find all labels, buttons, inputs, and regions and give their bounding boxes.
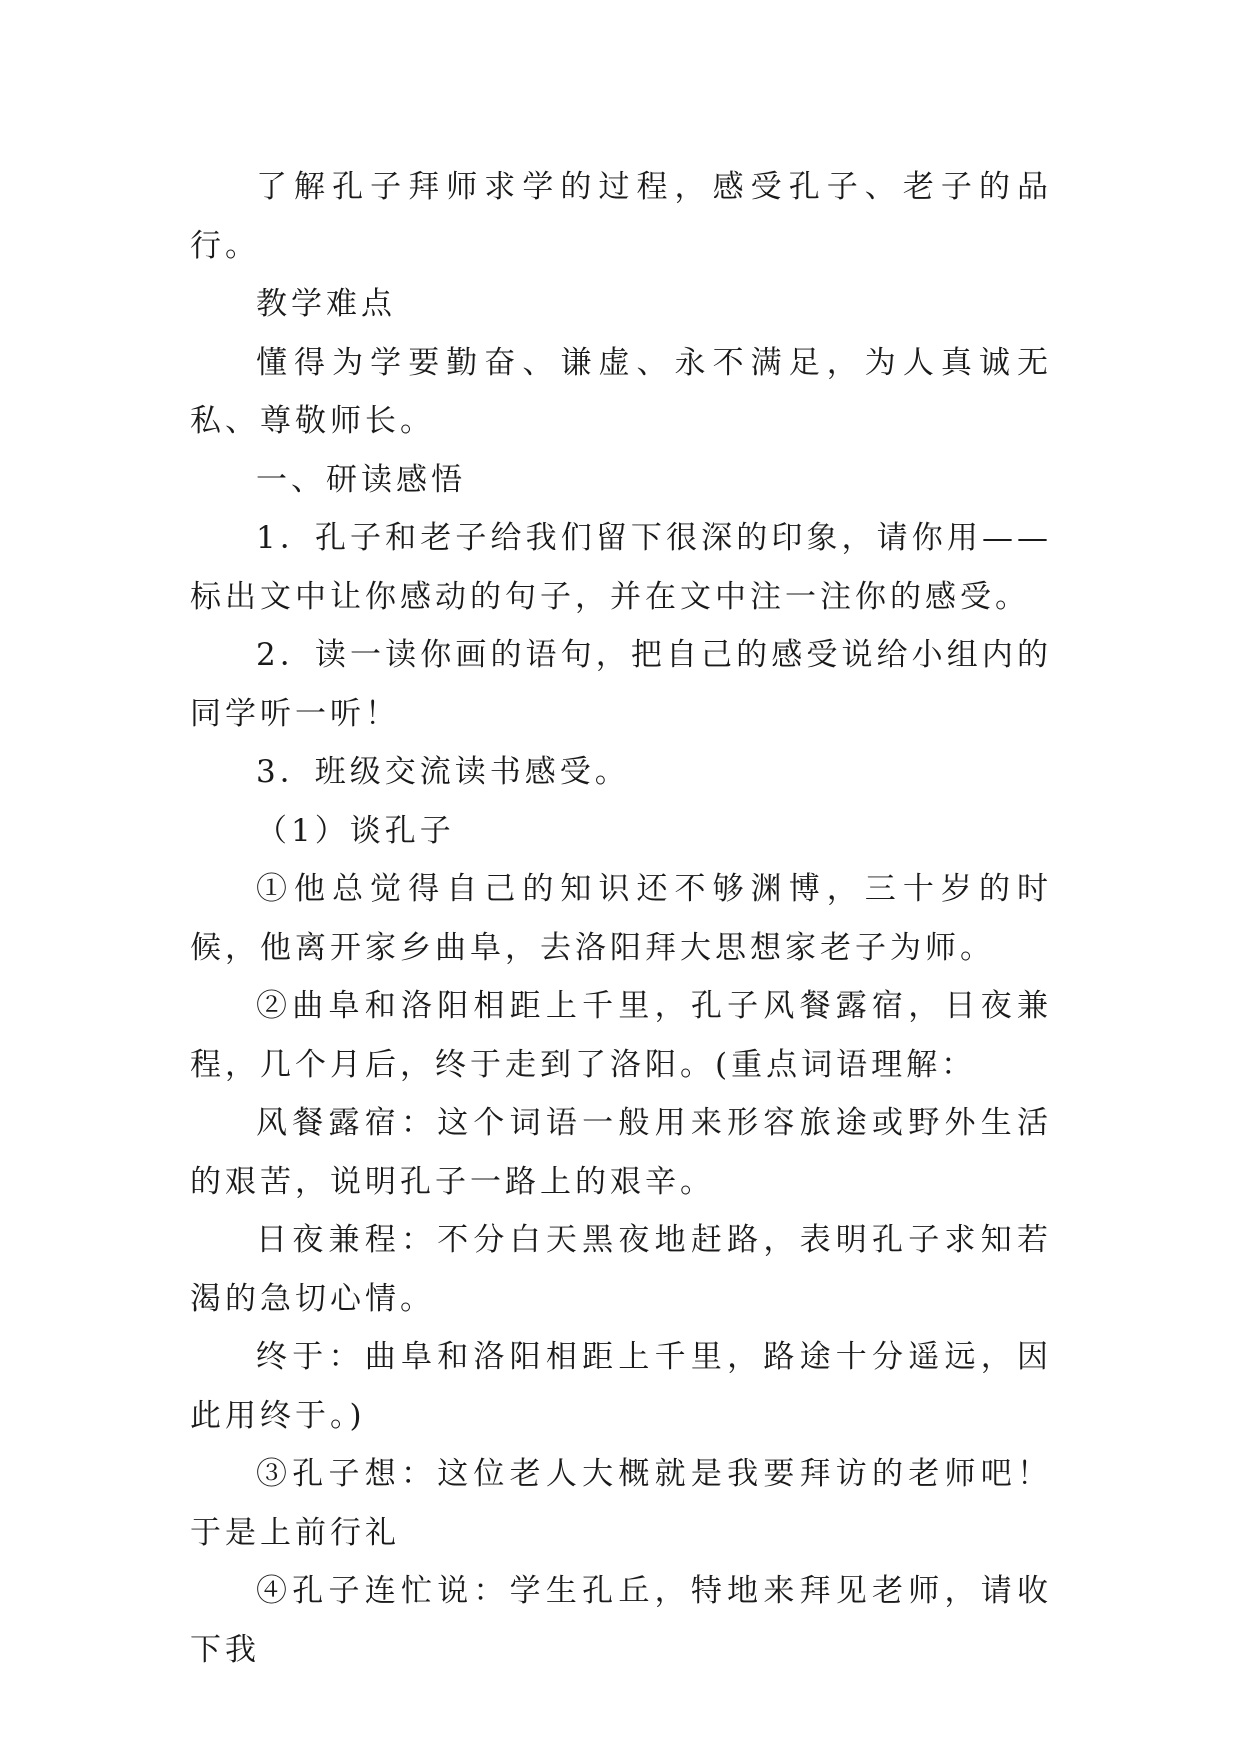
term-zhong-yu: 终于：曲阜和洛阳相距上千里，路途十分遥远，因此用终于。) [190, 1339, 1052, 1434]
point-2: ②曲阜和洛阳相距上千里，孔子风餐露宿，日夜兼程，几个月后，终于走到了洛阳。(重点词语理解： [190, 988, 1052, 1083]
paragraph-difficulty-detail: 懂得为学要勤奋、谦虚、永不满足，为人真诚无私、尊敬师长。 [190, 344, 1052, 439]
paragraph-teaching-goal: 了解孔子拜师求学的过程，感受孔子、老子的品行。 [190, 169, 1052, 264]
document-body [190, 158, 1052, 1679]
subheading-confucius: （1）谈孔子 [256, 812, 455, 849]
heading-section-one: 一、研读感悟 [256, 461, 466, 498]
point-1: ①他总觉得自己的知识还不够渊博，三十岁的时候，他离开家乡曲阜，去洛阳拜大思想家老子为师。 [190, 871, 1052, 966]
list-item-1: 1．孔子和老子给我们留下很深的印象，请你用——标出文中让你感动的句子，并在文中注一注你的感受。 [190, 520, 1052, 615]
term-feng-can-lu-su: 风餐露宿：这个词语一般用来形容旅途或野外生活的艰苦，说明孔子一路上的艰辛。 [190, 1105, 1052, 1200]
heading-teaching-difficulty: 教学难点 [256, 286, 396, 322]
term-ri-ye-jian-cheng: 日夜兼程：不分白天黑夜地赶路，表明孔子求知若渴的急切心情。 [190, 1222, 1052, 1317]
list-item-2: 2．读一读你画的语句，把自己的感受说给小组内的同学听一听！ [190, 637, 1052, 732]
list-item-3: 3．班级交流读书感受。 [256, 754, 630, 790]
point-4: ④孔子连忙说：学生孔丘，特地来拜见老师，请收下我 [190, 1573, 1052, 1668]
point-3: ③孔子想：这位老人大概就是我要拜访的老师吧！于是上前行礼 [190, 1456, 1052, 1551]
